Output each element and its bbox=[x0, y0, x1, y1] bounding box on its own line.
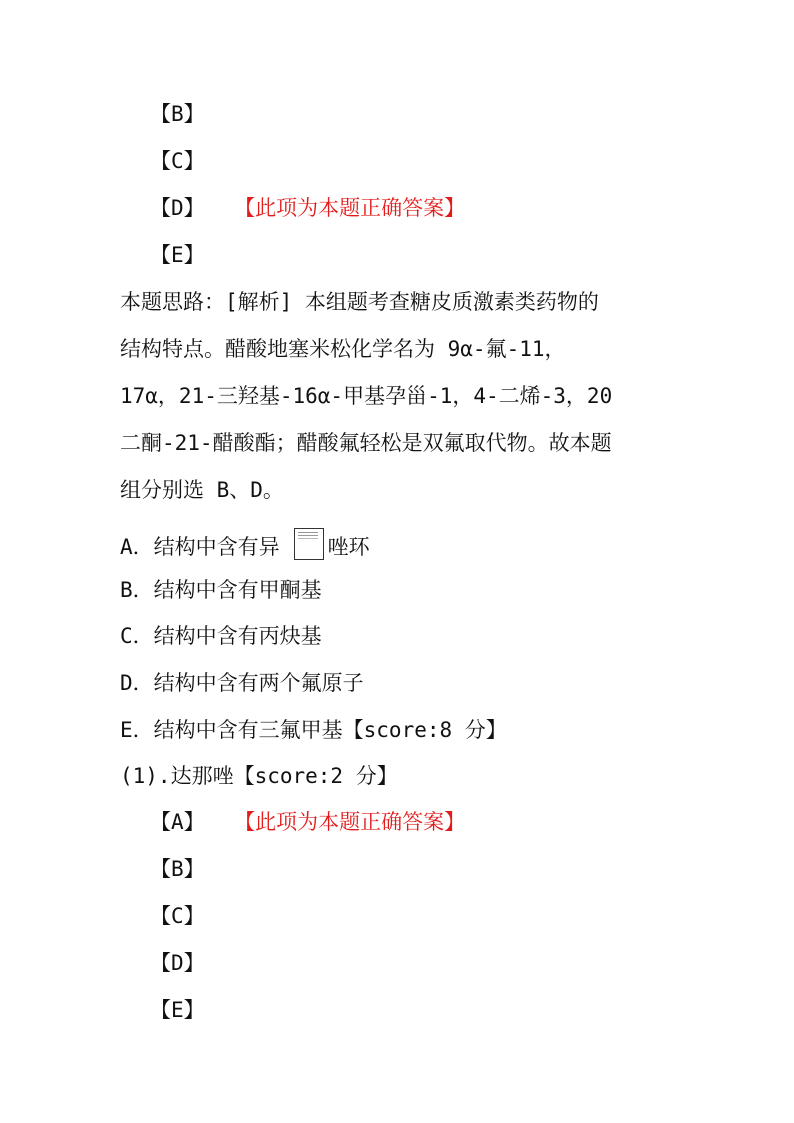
option-label: 【E】 bbox=[150, 243, 205, 267]
option-e-bottom bbox=[150, 996, 205, 1024]
option-label: 【E】 bbox=[150, 998, 205, 1022]
option-d-bottom bbox=[150, 949, 205, 977]
correct-answer-marker: 【此项为本题正确答案】 bbox=[244, 810, 466, 834]
option-e-top bbox=[150, 241, 205, 269]
subquestion-title: (1).达那唑【score:2 分】 bbox=[120, 764, 398, 788]
option-label: 【B】 bbox=[150, 102, 205, 126]
explanation-line-3: 17α，21-三羟基-16α-甲基孕甾-1，4-二烯-3，20 bbox=[120, 384, 613, 408]
choice-a-prefix: A．结构中含有异 bbox=[120, 535, 280, 559]
structure-image-icon bbox=[294, 528, 324, 560]
choice-a-suffix: 唑环 bbox=[327, 535, 370, 559]
option-label: 【D】 bbox=[150, 951, 205, 975]
choice-d: D．结构中含有两个氟原子 bbox=[120, 671, 364, 695]
option-d-top bbox=[150, 194, 465, 222]
option-label: 【A】 bbox=[150, 810, 205, 834]
choice-b: B．结构中含有甲酮基 bbox=[120, 578, 322, 602]
option-c-top bbox=[150, 147, 205, 175]
option-c-bottom bbox=[150, 902, 205, 930]
choice-c: C．结构中含有丙炔基 bbox=[120, 624, 322, 648]
choice-a bbox=[120, 528, 370, 561]
explanation-line-4: 二酮-21-醋酸酯；醋酸氟轻松是双氟取代物。故本题 bbox=[120, 431, 612, 455]
choice-e: E．结构中含有三氟甲基【score:8 分】 bbox=[120, 718, 507, 742]
option-label: 【C】 bbox=[150, 904, 205, 928]
option-b-bottom bbox=[150, 855, 205, 883]
explanation-line-1: 本题思路：[解析] 本组题考查糖皮质激素类药物的 bbox=[120, 290, 599, 314]
correct-answer-marker: 【此项为本题正确答案】 bbox=[244, 196, 466, 220]
explanation-line-2: 结构特点。醋酸地塞米松化学名为 9α-氟-11， bbox=[120, 337, 566, 361]
option-label: 【C】 bbox=[150, 149, 205, 173]
option-label: 【D】 bbox=[150, 196, 205, 220]
option-a-bottom bbox=[150, 808, 465, 836]
option-label: 【B】 bbox=[150, 857, 205, 881]
explanation-line-5: 组分别选 B、D。 bbox=[120, 478, 284, 502]
option-b-top bbox=[150, 100, 205, 128]
